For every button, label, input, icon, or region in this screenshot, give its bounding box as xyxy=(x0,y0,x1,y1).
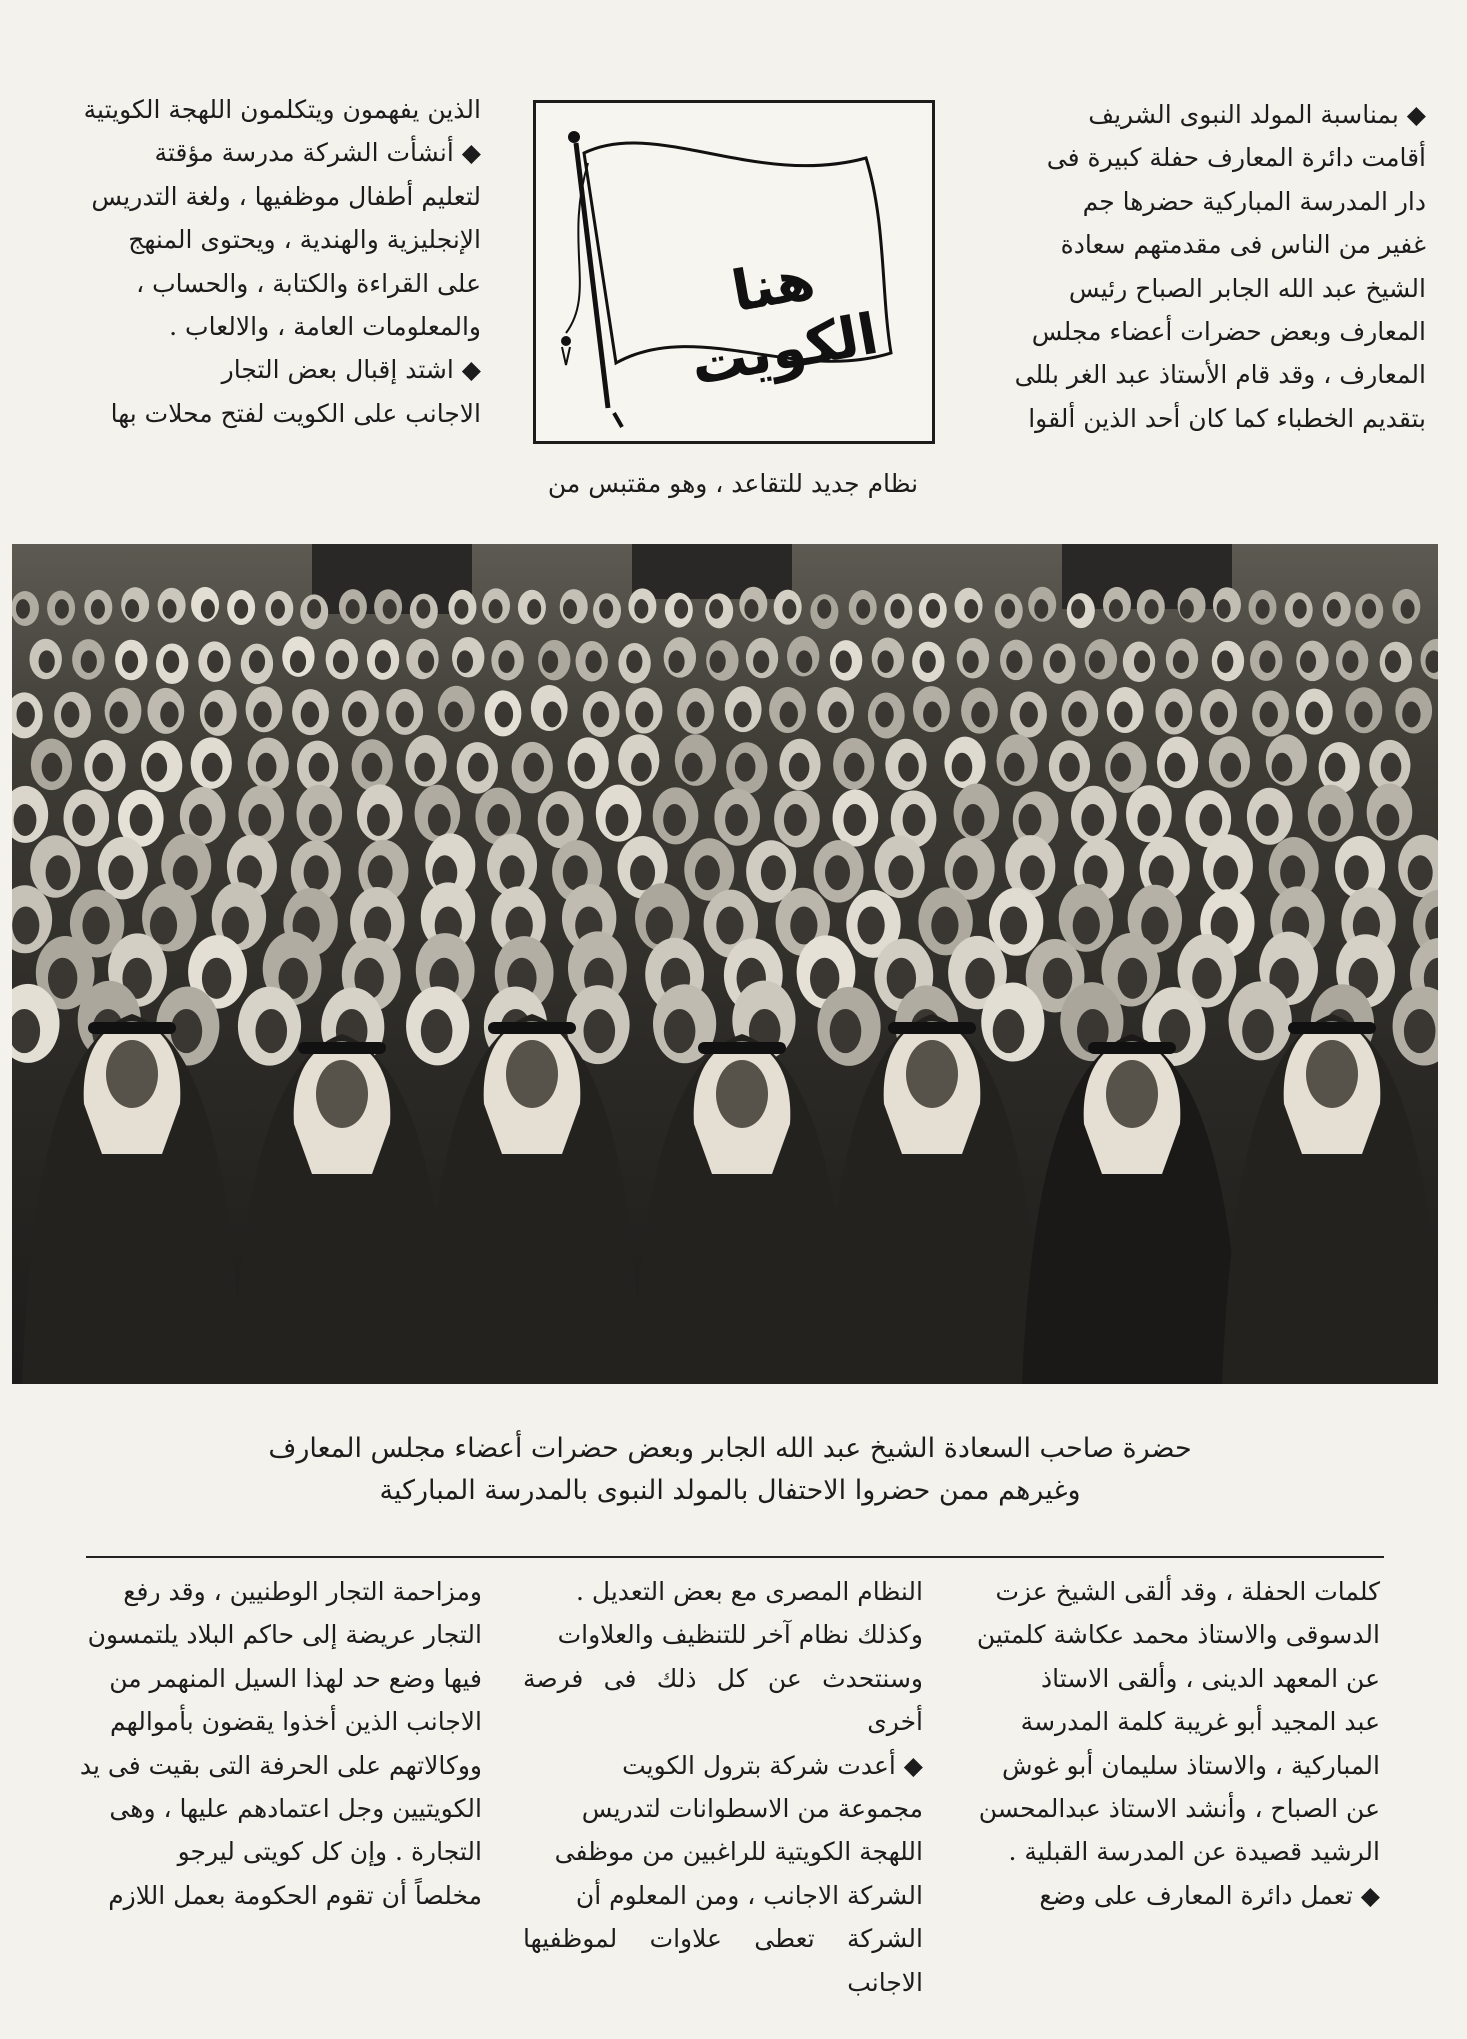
crowd-face xyxy=(1342,650,1358,673)
crowd-face xyxy=(1173,650,1189,673)
crowd-face xyxy=(1305,702,1323,728)
front-row-face xyxy=(506,1040,558,1108)
text-line: مجموعة من الاسطوانات لتدريس xyxy=(581,1794,923,1824)
text-line: غفير من الناس فى مقدمتهم سعادة xyxy=(1060,230,1426,260)
crowd-face xyxy=(1293,599,1307,619)
caption-line-1: حضرة صاحب السعادة الشيخ عبد الله الجابر وبعض حضرات أعضاء مجلس المعارف xyxy=(268,1433,1192,1464)
crowd-face xyxy=(1256,804,1279,836)
crowd-face xyxy=(1402,702,1420,728)
crowd-face xyxy=(1145,599,1159,619)
crowd-face xyxy=(1114,702,1132,728)
crowd-face xyxy=(733,702,751,728)
text-line: المعارف ، وقد قام الأستاذ عبد الغر بللى xyxy=(1014,360,1426,390)
crowd-face xyxy=(843,804,866,836)
crowd-face xyxy=(877,650,893,673)
text-line: والمعلومات العامة ، والالعاب . xyxy=(169,312,481,342)
front-row-agal xyxy=(488,1022,576,1034)
crowd-face xyxy=(92,753,113,782)
crowd-face xyxy=(368,855,393,890)
text-line: عن المعهد الدينى ، وألقى الاستاذ xyxy=(1040,1663,1380,1693)
bottom-left-column xyxy=(76,1570,482,1917)
crowd-face xyxy=(599,599,613,619)
crowd-face xyxy=(1192,958,1221,999)
crowd-face xyxy=(1385,650,1401,673)
crowd-face xyxy=(396,702,414,728)
crowd-face xyxy=(796,650,812,673)
crowd-face xyxy=(271,599,285,619)
crowd-face xyxy=(416,599,430,619)
crowd-face xyxy=(130,804,153,836)
crowd-face xyxy=(1408,855,1433,890)
text-line: التجار عريضة إلى حاكم البلاد يلتمسون xyxy=(87,1620,482,1650)
text-line: الاجانب على الكويت لفتح محلات بها xyxy=(110,398,481,428)
crowd-face xyxy=(12,906,39,944)
text-line: على القراءة والكتابة ، والحساب ، xyxy=(136,268,481,298)
crowd-face xyxy=(1073,906,1100,944)
crowd-face xyxy=(1164,702,1182,728)
crowd-face xyxy=(309,804,332,836)
crowd-face xyxy=(963,650,979,673)
crowd-face xyxy=(744,599,758,619)
crowd-face xyxy=(890,599,904,619)
crowd-face xyxy=(1217,599,1231,619)
crowd-face xyxy=(457,650,473,673)
crowd-face xyxy=(1050,650,1066,673)
crowd-face xyxy=(780,702,798,728)
crowd-face xyxy=(171,1009,203,1053)
text-line: ◆ تعمل دائرة المعارف على وضع xyxy=(1039,1880,1380,1910)
crowd-face xyxy=(931,906,958,944)
crowd-face xyxy=(290,650,306,673)
crowd-face xyxy=(709,599,723,619)
crowd-face xyxy=(1043,958,1072,999)
text-line: الرشيد قصيدة عن المدرسة القبلية . xyxy=(1008,1837,1380,1867)
crowd-face xyxy=(108,855,133,890)
crowd-face xyxy=(923,702,941,728)
crowd-face xyxy=(1362,599,1376,619)
top-left-column xyxy=(83,88,481,435)
crowd-face xyxy=(1354,702,1372,728)
crowd-face xyxy=(1272,753,1293,782)
crowd-face xyxy=(1325,753,1346,782)
crowd-face xyxy=(1110,753,1131,782)
crowd-face xyxy=(663,804,686,836)
text-line: الدسوقى والاستاذ محمد عكاشة كلمتين xyxy=(976,1620,1380,1650)
crowd-face xyxy=(790,906,817,944)
crowd-face xyxy=(39,650,55,673)
crowd-face xyxy=(454,599,468,619)
crowd-face xyxy=(761,855,786,890)
crowd-face xyxy=(543,702,561,728)
front-row-agal xyxy=(1088,1042,1176,1054)
crowd-face xyxy=(1280,855,1305,890)
crowd-face xyxy=(635,702,653,728)
crowd-face xyxy=(828,702,846,728)
crowd-face xyxy=(249,650,265,673)
crowd-face xyxy=(375,650,391,673)
crowd-face xyxy=(495,702,513,728)
crowd-face xyxy=(500,855,525,890)
crowd-face xyxy=(1019,804,1042,836)
crowd-face xyxy=(964,599,978,619)
crowd-face xyxy=(1109,599,1123,619)
crowd-face xyxy=(630,855,655,890)
text-line: النظام المصرى مع بعض التعديل . xyxy=(576,1577,923,1606)
crowd-face xyxy=(207,650,223,673)
crowd-face xyxy=(1118,958,1147,999)
photo-caption xyxy=(150,1428,1310,1512)
bottom-middle-column xyxy=(523,1570,923,2004)
text-line: ووكالاتهم على الحرفة التى بقيت فى يد xyxy=(79,1750,482,1780)
crowd-face xyxy=(333,650,349,673)
crowd-face xyxy=(1004,753,1025,782)
text-line: عن الصباح ، وأنشد الاستاذ عبدالمحسن xyxy=(978,1794,1380,1824)
crowd-face xyxy=(1059,753,1080,782)
crowd-photo-illustration xyxy=(12,544,1438,1384)
crowd-face xyxy=(309,753,330,782)
text-line: الكويتيين وجل اعتمادهم عليها ، وهى xyxy=(109,1794,482,1824)
crowd-face xyxy=(817,599,831,619)
crowd-face xyxy=(716,906,743,944)
crowd-face xyxy=(962,804,985,836)
text-line: دار المدرسة المباركية حضرها جم xyxy=(1082,186,1426,216)
bottom-right-column xyxy=(970,1570,1380,1917)
crowd-face xyxy=(844,753,865,782)
crowd-face xyxy=(953,855,978,890)
crowd-face xyxy=(383,599,397,619)
crowd-face xyxy=(875,702,893,728)
crowd-face xyxy=(82,906,109,944)
front-row-agal xyxy=(1288,1022,1376,1034)
crowd-face xyxy=(255,1009,287,1053)
crowd-face xyxy=(55,599,69,619)
crowd-face xyxy=(122,650,138,673)
text-line: أقامت دائرة المعارف حفلة كبيرة فى xyxy=(1046,143,1426,173)
crowd-face xyxy=(256,753,277,782)
crowd-face xyxy=(301,702,319,728)
crowd-face xyxy=(1071,599,1085,619)
crowd-face xyxy=(304,855,329,890)
crowd-face xyxy=(898,753,919,782)
crowd-face xyxy=(971,702,989,728)
crowd-face xyxy=(489,599,503,619)
crowd-face xyxy=(1213,855,1238,890)
crowd-face xyxy=(695,855,720,890)
text-line: الشركة الاجانب ، ومن المعلوم أن xyxy=(575,1880,923,1910)
crowd-face xyxy=(903,804,926,836)
crowd-face xyxy=(674,599,688,619)
crowd-face xyxy=(1381,753,1402,782)
crowd-face xyxy=(1327,599,1341,619)
crowd-face xyxy=(418,650,434,673)
crowd-face xyxy=(1300,650,1316,673)
front-row-agal xyxy=(88,1022,176,1034)
divider xyxy=(86,1556,1384,1558)
front-row-face xyxy=(716,1060,768,1128)
crowd-face xyxy=(1260,702,1278,728)
crowd-face xyxy=(631,753,652,782)
text-line: الشركة تعطى علاوات لموظفيها الاجانب xyxy=(523,1924,923,1997)
crowd-face xyxy=(686,702,704,728)
crowd-face xyxy=(81,650,97,673)
crowd-face xyxy=(1000,906,1027,944)
crowd-face xyxy=(367,804,390,836)
front-row-face xyxy=(906,1040,958,1108)
text-line: لتعليم أطفال موظفيها ، ولغة التدريس xyxy=(91,181,481,211)
crowd-face xyxy=(346,599,360,619)
crowd-face xyxy=(61,702,79,728)
crowd-face xyxy=(414,753,435,782)
crowd-face xyxy=(1020,702,1038,728)
crowd-face xyxy=(248,804,271,836)
crowd-face xyxy=(14,804,37,836)
text-line: وكذلك نظام آخر للتنظيف والعلاوات xyxy=(557,1620,923,1650)
crowd-face xyxy=(626,650,642,673)
crowd-face xyxy=(574,753,595,782)
crowd-face xyxy=(421,1009,453,1053)
crowd-face xyxy=(926,599,940,619)
crowd-face xyxy=(725,804,748,836)
crowd-face xyxy=(348,702,366,728)
crowd-face xyxy=(920,650,936,673)
crowd-face xyxy=(307,599,321,619)
crowd-face xyxy=(362,753,383,782)
crowd-face xyxy=(1199,804,1222,836)
crowd-face xyxy=(784,804,807,836)
crowd-face xyxy=(253,702,271,728)
crowd-face xyxy=(523,753,544,782)
crowd-face xyxy=(634,599,648,619)
crowd-face xyxy=(163,599,177,619)
text-line: الاجانب الذين أخذوا يقضون بأموالهم xyxy=(110,1707,482,1737)
text-line: الإنجليزية والهندية ، ويحتوى المنهج xyxy=(128,225,481,255)
crowd-face xyxy=(668,650,684,673)
front-row-face xyxy=(106,1040,158,1108)
text-line: فيها وضع حد لهذا السيل المنهمر من xyxy=(109,1663,482,1693)
crowd-face xyxy=(48,958,77,999)
text-line: الشيخ عبد الله الجابر الصباح رئيس xyxy=(1068,273,1426,303)
front-row-face xyxy=(316,1060,368,1128)
crowd-face xyxy=(585,650,601,673)
crowd-face xyxy=(498,650,514,673)
crowd-face xyxy=(664,1009,696,1053)
front-row-agal xyxy=(888,1022,976,1034)
text-line: ◆ أعدت شركة بترول الكويت xyxy=(622,1750,923,1780)
crowd-face xyxy=(428,804,451,836)
text-line: عبد المجيد أبو غريبة كلمة المدرسة xyxy=(1020,1707,1380,1737)
crowd-face xyxy=(91,599,105,619)
crowd-face xyxy=(42,753,63,782)
crowd-face xyxy=(527,599,541,619)
crowd-face xyxy=(1001,599,1015,619)
crowd-face xyxy=(735,753,756,782)
crowd-face xyxy=(163,650,179,673)
crowd-face xyxy=(46,855,71,890)
crowd-face xyxy=(825,855,850,890)
crowd-face xyxy=(1404,1009,1436,1053)
crowd-face xyxy=(72,804,95,836)
crowd-face xyxy=(204,702,222,728)
center-text-line: نظام جديد للتقاعد ، وهو مقتبس من xyxy=(547,469,919,498)
logo-box xyxy=(533,100,935,444)
crowd-face xyxy=(1034,599,1048,619)
crowd-face xyxy=(1242,1009,1274,1053)
crowd-face xyxy=(1089,650,1105,673)
crowd-face xyxy=(782,599,796,619)
crowd-face xyxy=(856,599,870,619)
front-row-agal xyxy=(698,1042,786,1054)
text-line: بتقديم الخطباء كما كان أحد الذين ألقوا xyxy=(1028,403,1426,433)
text-line: ◆ أنشأت الشركة مدرسة مؤقتة xyxy=(154,138,481,168)
crowd-face xyxy=(201,599,215,619)
top-right-column xyxy=(976,93,1426,440)
crowd-face xyxy=(1220,753,1241,782)
crowd-face xyxy=(542,650,558,673)
crowd-face xyxy=(1217,650,1233,673)
crowd-face xyxy=(584,1009,616,1053)
crowd-face xyxy=(234,599,248,619)
crowd-face xyxy=(1344,855,1369,890)
crowd-face xyxy=(753,650,769,673)
logo-title: هنا الكويت xyxy=(686,246,883,399)
crowd-face xyxy=(125,599,139,619)
crowd-face xyxy=(1401,599,1415,619)
crowd-face xyxy=(952,753,973,782)
crowd-face xyxy=(1020,855,1045,890)
crowd-face xyxy=(1256,599,1270,619)
front-row-face xyxy=(1306,1040,1358,1108)
crowd-face xyxy=(1377,804,1400,836)
crowd-face xyxy=(109,702,127,728)
crowd-face xyxy=(150,906,177,944)
front-row-agal xyxy=(298,1042,386,1054)
crowd-face xyxy=(1165,753,1186,782)
front-row-face xyxy=(1106,1060,1158,1128)
crowd-face xyxy=(1210,702,1228,728)
crowd-face xyxy=(682,753,703,782)
crowd-face xyxy=(189,804,212,836)
caption-line-2: وغيرهم ممن حضروا الاحتفال بالمولد النبوى بالمدرسة المباركية xyxy=(379,1475,1081,1506)
crowd-face xyxy=(563,599,577,619)
crowd-face xyxy=(606,804,629,836)
text-line: كلمات الحفلة ، وقد ألقى الشيخ عزت xyxy=(995,1577,1380,1606)
crowd-face xyxy=(202,753,223,782)
crowd-face xyxy=(710,650,726,673)
crowd-face xyxy=(468,753,489,782)
crowd-face xyxy=(1081,804,1104,836)
crowd-face xyxy=(147,753,168,782)
crowd-face xyxy=(546,804,569,836)
crowd-face xyxy=(830,1009,862,1053)
text-line: الذين يفهمون ويتكلمون اللهجة الكويتية xyxy=(83,95,481,124)
text-line: ◆ اشتد إقبال بعض التجار xyxy=(221,355,481,385)
crowd-face xyxy=(1134,650,1150,673)
text-line: المعارف وبعض حضرات أعضاء مجلس xyxy=(1031,317,1426,347)
crowd-photo xyxy=(12,544,1438,1384)
text-line: ومزاحمة التجار الوطنيين ، وقد رفع xyxy=(123,1577,482,1606)
crowd-face xyxy=(591,702,609,728)
text-line: التجارة . وإن كل كويتى ليرجو xyxy=(177,1837,482,1867)
crowd-face xyxy=(445,702,463,728)
crowd-face xyxy=(487,804,510,836)
text-line: مخلصاً أن تقوم الحكومة بعمل اللازم xyxy=(108,1880,482,1910)
crowd-face xyxy=(1180,599,1194,619)
crowd-face xyxy=(16,599,30,619)
crowd-face xyxy=(789,753,810,782)
crowd-face xyxy=(1259,650,1275,673)
crowd-face xyxy=(202,958,231,999)
crowd-face xyxy=(160,702,178,728)
crowd-face xyxy=(1006,650,1022,673)
crowd-face xyxy=(993,1009,1025,1053)
text-line: اللهجة الكويتية للراغبين من موظفى xyxy=(554,1837,923,1867)
crowd-face xyxy=(836,650,852,673)
crowd-face xyxy=(888,855,913,890)
crowd-face xyxy=(1318,804,1341,836)
crowd-face xyxy=(965,958,994,999)
text-line: وسنتحدث عن كل ذلك فى فرصة أخرى xyxy=(523,1663,923,1737)
crowd-face xyxy=(1068,702,1086,728)
crowd-face xyxy=(16,702,34,728)
crowd-face xyxy=(1137,804,1160,836)
text-line: المباركية ، والاستاذ سليمان أبو غوش xyxy=(1002,1750,1380,1780)
crowd-face xyxy=(858,906,885,944)
text-line: ◆ بمناسبة المولد النبوى الشريف xyxy=(1088,100,1426,129)
